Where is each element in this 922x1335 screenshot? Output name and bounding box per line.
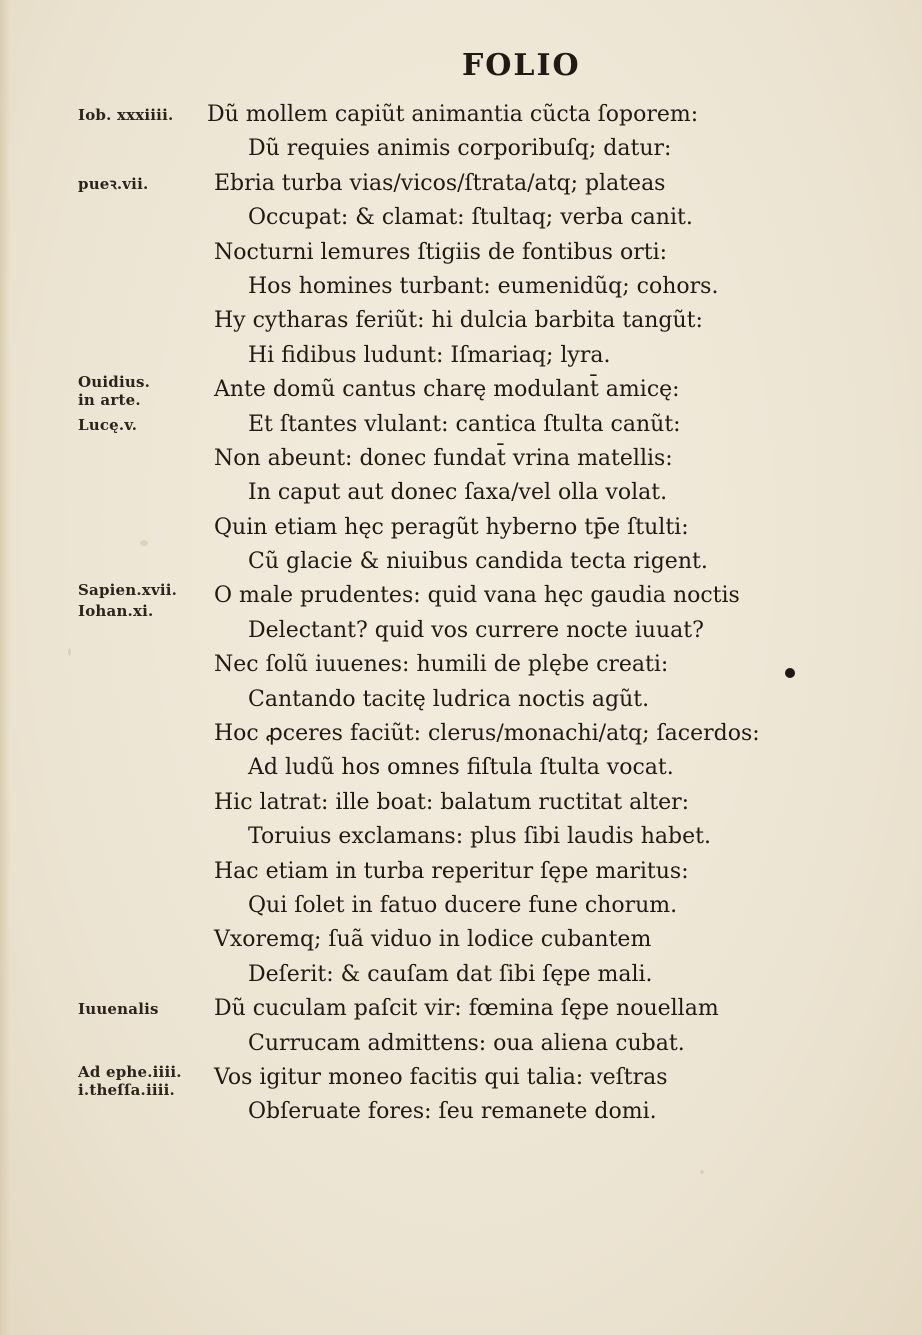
verse-line <box>0 476 922 510</box>
verse-text: Ebria turba vias/vicos/ſtrata/atq; plateas <box>214 170 666 196</box>
verse-line <box>0 992 922 1026</box>
verse-text: Occupat: & clamat: ſtultaq; verba canit. <box>248 205 693 231</box>
verse-line <box>0 717 922 751</box>
verse-line <box>0 648 922 682</box>
verse-line <box>0 751 922 785</box>
verse-text: Qui ſolet in fatuo ducere fune chorum. <box>248 892 678 918</box>
margin-note: Iob. xxxiiii. <box>78 106 174 124</box>
verse-text: Hoc ꝓceres faciũt: clerus/monachi/atq; ſacerdos: <box>214 721 760 747</box>
page-header <box>0 44 922 84</box>
verse-line <box>0 855 922 889</box>
verse-text: Hi fidibus ludunt: Iſmariaq; lyra. <box>248 342 611 368</box>
verse-text: Cantando tacitę ludrica noctis agũt. <box>248 686 650 712</box>
verse-line <box>0 236 922 270</box>
verse-text: Dũ cuculam paſcit vir: fœmina ſępe nouellam <box>214 996 719 1022</box>
verse-text: In caput aut donec ſaxa/vel olla volat. <box>248 480 668 506</box>
margin-note: Lucę.v. <box>78 415 138 434</box>
verse-text: Vxoremq; ſuã viduo in lodice cubantem <box>214 927 652 953</box>
verse-line <box>0 511 922 545</box>
verse-text: Non abeunt: donec fundat̄ vrina matellis: <box>214 445 673 471</box>
verse-text: O male prudentes: quid vana hęc gaudia noctis <box>214 583 740 609</box>
verse-line <box>0 786 922 820</box>
margin-note: Iohan.xi. <box>78 601 154 620</box>
ink-dot <box>785 668 795 678</box>
verse-text: Dũ mollem capiũt animantia cũcta ſoporem: <box>207 102 699 127</box>
verse-text: Obſeruate fores: ſeu remanete domi. <box>248 1099 657 1125</box>
verse-text: Toruius exclamans: plus ſibi laudis habet. <box>248 824 711 850</box>
verse-line <box>0 408 922 442</box>
verse-text: Dũ requies animis corporibuſq; datur: <box>248 136 672 162</box>
verse-line <box>0 132 922 166</box>
verse-text: Cũ glacie & niuibus candida tecta rigent. <box>248 549 708 575</box>
verse-line <box>0 1095 922 1129</box>
verse-line <box>0 889 922 923</box>
margin-note: pueꝛ.vii. <box>78 174 149 193</box>
verse-text: Hy cytharas feriũt: hi dulcia barbita tangũt: <box>214 308 703 334</box>
verse-text: Ante domũ cantus charę modulant̄ amicę: <box>214 377 680 403</box>
verse-text: Et ſtantes vlulant: cantica ſtulta canũt: <box>248 411 681 437</box>
verse-text: Hos homines turbant: eumenidũq; cohors. <box>248 273 719 299</box>
paper-stain <box>700 1170 704 1174</box>
margin-note: Iuuenalis <box>78 1000 159 1019</box>
verse-text: Deſerit: & cauſam dat ſibi ſępe mali. <box>248 961 653 987</box>
margin-note: Ad ephe.iiii. <box>78 1062 182 1081</box>
verse-line <box>0 270 922 304</box>
verse-text: Ad ludũ hos omnes fiſtula ſtulta vocat. <box>248 755 674 781</box>
verse-block <box>0 98 922 1130</box>
verse-line <box>0 304 922 338</box>
margin-note: Ouidius. <box>78 373 151 392</box>
folio-heading: FOLIO <box>462 48 581 83</box>
verse-line <box>0 167 922 201</box>
verse-text: Nocturni lemures ſtigiis de fontibus orti: <box>214 239 668 265</box>
verse-text: Delectant? quid vos currere nocte iuuat? <box>248 617 704 643</box>
verse-text: Hic latrat: ille boat: balatum ructitat alter: <box>214 789 690 815</box>
verse-line <box>0 442 922 476</box>
verse-line <box>0 373 922 410</box>
margin-note: in arte. <box>78 391 141 410</box>
verse-text: Currucam admittens: oua aliena cubat. <box>248 1030 685 1056</box>
verse-line <box>0 683 922 717</box>
verse-text: Nec ſolũ iuuenes: humili de plębe creati: <box>214 652 669 678</box>
verse-text: Quin etiam hęc peragũt hyberno tp̄e ſtulti: <box>214 514 689 540</box>
verse-line <box>0 958 922 992</box>
verse-line <box>0 923 922 957</box>
verse-line <box>0 601 922 648</box>
verse-line <box>0 201 922 235</box>
margin-note: i.theſſa.iiii. <box>78 1080 175 1099</box>
verse-line <box>0 820 922 854</box>
verse-text: Hac etiam in turba reperitur ſępe maritus: <box>214 858 689 884</box>
verse-text: Vos igitur moneo facitis qui talia: veſtras <box>214 1064 668 1090</box>
verse-line <box>0 98 922 132</box>
verse-line <box>0 1061 922 1099</box>
margin-note: Sapien.xvii. <box>78 581 178 600</box>
